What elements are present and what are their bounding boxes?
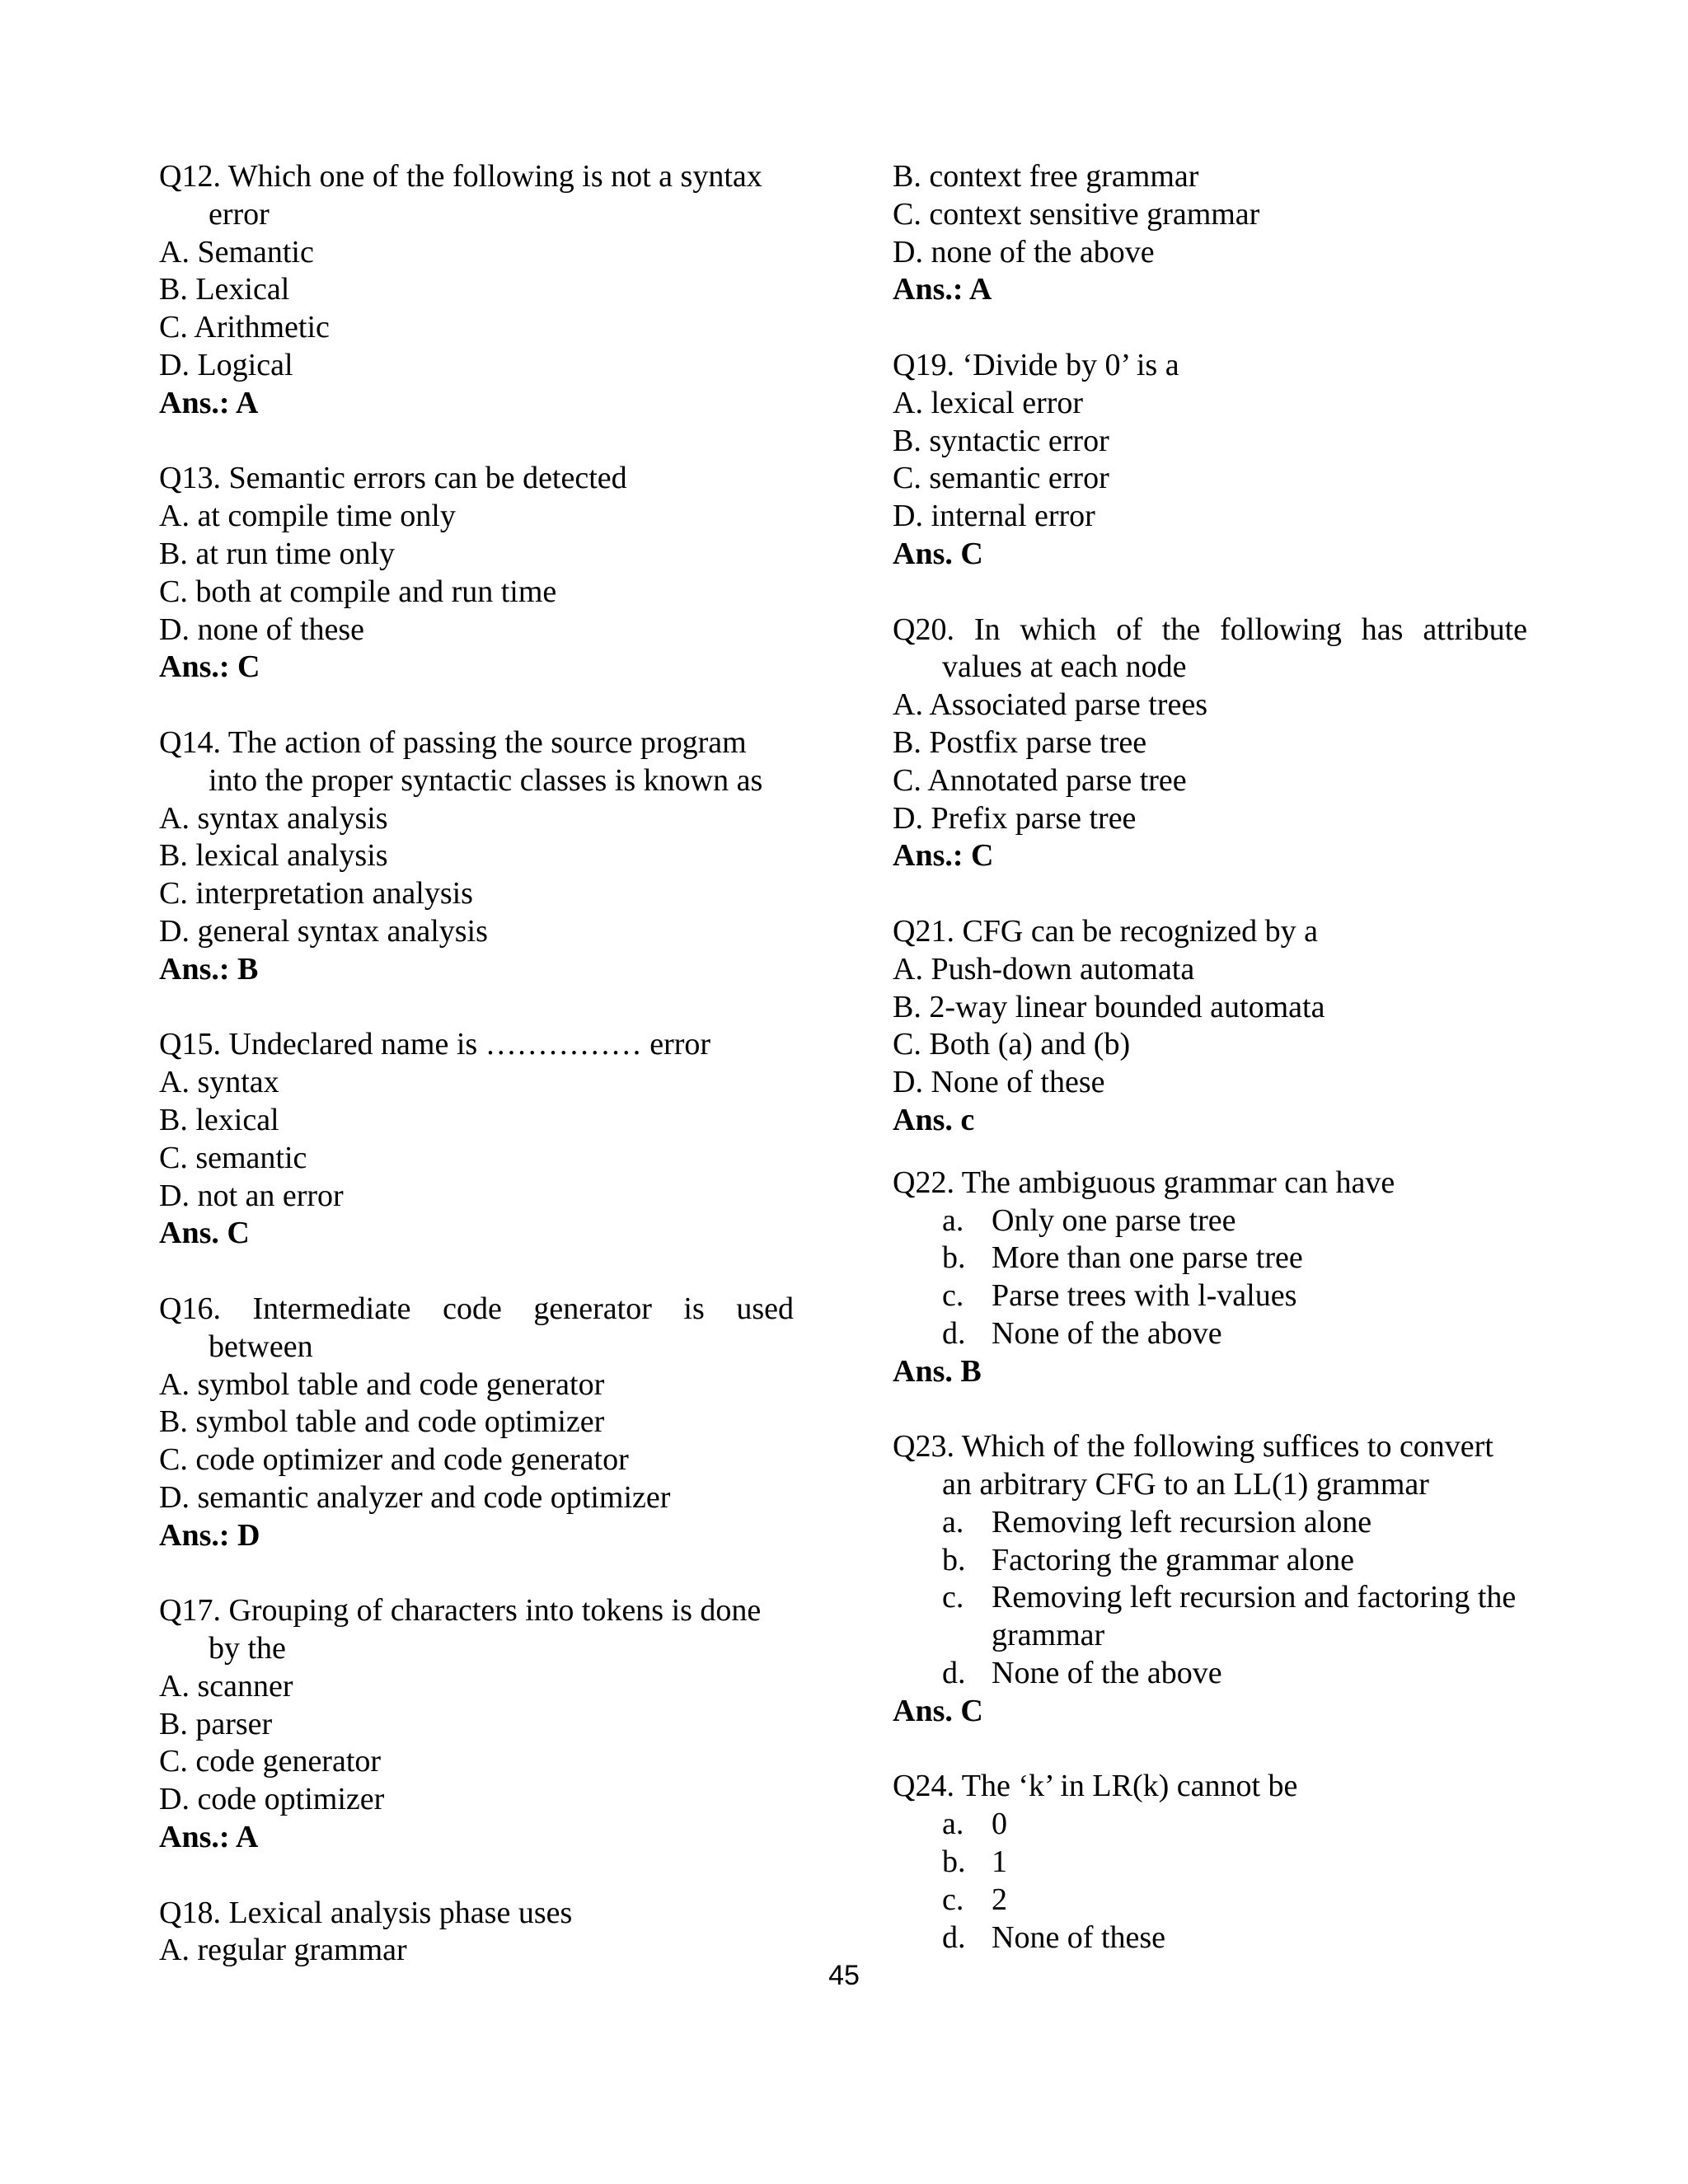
option: A. scanner bbox=[159, 1668, 293, 1704]
question-text: Q19. ‘Divide by 0’ is a bbox=[893, 347, 1179, 382]
question-q20 bbox=[893, 612, 1527, 876]
question-line: values at each node bbox=[942, 649, 1187, 685]
option: D. semantic analyzer and code optimizer bbox=[159, 1479, 671, 1515]
option-marker: a. bbox=[942, 1807, 964, 1842]
question-text: Q18. Lexical analysis phase uses bbox=[159, 1895, 573, 1930]
answer: Ans.: D bbox=[159, 1517, 260, 1553]
option-text: Parse trees with l-values bbox=[992, 1278, 1297, 1314]
option: D. None of these bbox=[893, 1065, 1105, 1100]
answer: Ans. c bbox=[893, 1102, 975, 1137]
question-q17 bbox=[159, 1592, 794, 1857]
option-list bbox=[893, 1806, 1527, 1957]
question-text: Q12. Which one of the following is not a syntax error bbox=[159, 159, 762, 232]
option bbox=[893, 1504, 1527, 1542]
option: A. Semantic bbox=[159, 234, 314, 269]
question-text: Q24. The ‘k’ in LR(k) cannot be bbox=[893, 1769, 1298, 1804]
option-marker: a. bbox=[942, 1504, 964, 1540]
option: B. lexical bbox=[159, 1102, 279, 1137]
option: B. symbol table and code optimizer bbox=[159, 1404, 605, 1440]
answer: Ans.: B bbox=[159, 951, 259, 987]
question-line: between bbox=[209, 1329, 313, 1364]
option: C. semantic bbox=[159, 1140, 307, 1175]
option-text: None of the above bbox=[992, 1656, 1222, 1691]
option: A. Push-down automata bbox=[893, 951, 1195, 987]
option: D. Prefix parse tree bbox=[893, 800, 1137, 836]
option: A. symbol table and code generator bbox=[159, 1366, 605, 1402]
option-text: Factoring the grammar alone bbox=[992, 1542, 1355, 1577]
option: B. context free grammar bbox=[893, 159, 1199, 194]
option bbox=[893, 1882, 1527, 1919]
question-q21 bbox=[893, 913, 1527, 1140]
option bbox=[893, 1844, 1527, 1882]
question-q18-continued bbox=[893, 158, 1527, 309]
answer: Ans. C bbox=[893, 1693, 983, 1728]
option bbox=[893, 1542, 1527, 1580]
option-text: None of the above bbox=[992, 1315, 1222, 1351]
answer: Ans.: A bbox=[159, 385, 259, 420]
question-q14 bbox=[159, 724, 794, 989]
option bbox=[893, 1806, 1527, 1844]
question-line: Q16. Intermediate code generator is used bbox=[159, 1291, 794, 1326]
answer: Ans.: C bbox=[893, 838, 994, 874]
question-text: Q23. Which of the following suffices to convert an arbitrary CFG to an LL(1) grammar bbox=[893, 1429, 1493, 1502]
question-text bbox=[159, 1291, 794, 1366]
option bbox=[893, 1240, 1527, 1277]
option bbox=[893, 1919, 1527, 1957]
answer: Ans.: A bbox=[159, 1820, 259, 1855]
option-marker: b. bbox=[942, 1240, 966, 1276]
question-line: Q20. In which of the following has attribute bbox=[893, 612, 1527, 647]
option: B. 2-way linear bounded automata bbox=[893, 989, 1325, 1024]
option: C. Arithmetic bbox=[159, 310, 330, 345]
question-q22 bbox=[893, 1165, 1527, 1391]
option-marker: c. bbox=[942, 1580, 964, 1615]
option: D. Logical bbox=[159, 347, 293, 382]
option: B. Lexical bbox=[159, 272, 290, 307]
left-column bbox=[159, 158, 794, 1970]
option-text: Removing left recursion alone bbox=[992, 1504, 1372, 1540]
option: C. context sensitive grammar bbox=[893, 196, 1260, 232]
option: C. interpretation analysis bbox=[159, 876, 473, 912]
option: D. internal error bbox=[893, 499, 1095, 534]
option: C. code optimizer and code generator bbox=[159, 1442, 629, 1478]
option: A. at compile time only bbox=[159, 499, 456, 534]
question-q15 bbox=[159, 1026, 794, 1253]
option-text: 1 bbox=[992, 1844, 1007, 1880]
option: B. lexical analysis bbox=[159, 838, 388, 874]
option-marker: d. bbox=[942, 1656, 966, 1691]
option: D. code optimizer bbox=[159, 1782, 385, 1817]
option-list bbox=[893, 1504, 1527, 1693]
option: A. lexical error bbox=[893, 385, 1084, 420]
option: C. both at compile and run time bbox=[159, 574, 557, 609]
option-text: Only one parse tree bbox=[992, 1202, 1236, 1238]
question-q13 bbox=[159, 460, 794, 687]
option-marker: a. bbox=[942, 1202, 964, 1238]
option: D. general syntax analysis bbox=[159, 913, 488, 949]
option: A. regular grammar bbox=[159, 1933, 407, 1968]
option-marker: c. bbox=[942, 1278, 964, 1314]
option-text: 0 bbox=[992, 1807, 1007, 1842]
option: B. syntactic error bbox=[893, 423, 1109, 458]
answer: Ans. B bbox=[893, 1353, 982, 1389]
question-text: Q15. Undeclared name is …………… error bbox=[159, 1027, 711, 1062]
option: C. semantic error bbox=[893, 461, 1109, 496]
option: C. Both (a) and (b) bbox=[893, 1027, 1131, 1062]
option: B. Postfix parse tree bbox=[893, 724, 1147, 760]
question-q18 bbox=[159, 1895, 794, 1971]
page-number: 45 bbox=[828, 1960, 860, 1991]
option bbox=[893, 1202, 1527, 1240]
option-marker: b. bbox=[942, 1542, 966, 1577]
option: A. Associated parse trees bbox=[893, 687, 1207, 723]
option: C. Annotated parse tree bbox=[893, 762, 1187, 798]
option: B. parser bbox=[159, 1706, 273, 1741]
question-text bbox=[893, 612, 1527, 687]
answer: Ans. C bbox=[893, 536, 983, 571]
option bbox=[893, 1579, 1527, 1655]
question-q24 bbox=[893, 1768, 1527, 1957]
question-q12 bbox=[159, 158, 794, 423]
option-marker: d. bbox=[942, 1919, 966, 1955]
option-list bbox=[893, 1202, 1527, 1353]
option-text: More than one parse tree bbox=[992, 1240, 1303, 1276]
option-text: None of these bbox=[992, 1919, 1166, 1955]
answer: Ans.: A bbox=[893, 272, 992, 307]
option: B. at run time only bbox=[159, 536, 396, 571]
right-column bbox=[893, 158, 1527, 1957]
option: D. not an error bbox=[159, 1178, 344, 1213]
option-marker: d. bbox=[942, 1315, 966, 1351]
question-text: Q14. The action of passing the source program into the proper syntactic classes is known as bbox=[159, 724, 763, 798]
option: D. none of these bbox=[159, 612, 365, 647]
question-q23 bbox=[893, 1428, 1527, 1730]
option bbox=[893, 1277, 1527, 1315]
option: A. syntax bbox=[159, 1065, 279, 1100]
option bbox=[893, 1315, 1527, 1353]
question-text: Q22. The ambiguous grammar can have bbox=[893, 1165, 1395, 1200]
option bbox=[893, 1655, 1527, 1693]
option-text: 2 bbox=[992, 1882, 1007, 1917]
answer: Ans.: C bbox=[159, 649, 260, 685]
option-marker: b. bbox=[942, 1844, 966, 1880]
question-text: Q21. CFG can be recognized by a bbox=[893, 913, 1319, 949]
option: D. none of the above bbox=[893, 234, 1155, 269]
option: A. syntax analysis bbox=[159, 800, 388, 836]
option-text: Removing left recursion and factoring the grammar bbox=[992, 1580, 1517, 1653]
option-marker: c. bbox=[942, 1882, 964, 1917]
option: C. code generator bbox=[159, 1744, 382, 1779]
question-text: Q13. Semantic errors can be detected bbox=[159, 461, 627, 496]
answer: Ans. C bbox=[159, 1216, 250, 1251]
question-text: Q17. Grouping of characters into tokens is done by the bbox=[159, 1593, 762, 1666]
question-q16 bbox=[159, 1291, 794, 1555]
question-q19 bbox=[893, 347, 1527, 574]
